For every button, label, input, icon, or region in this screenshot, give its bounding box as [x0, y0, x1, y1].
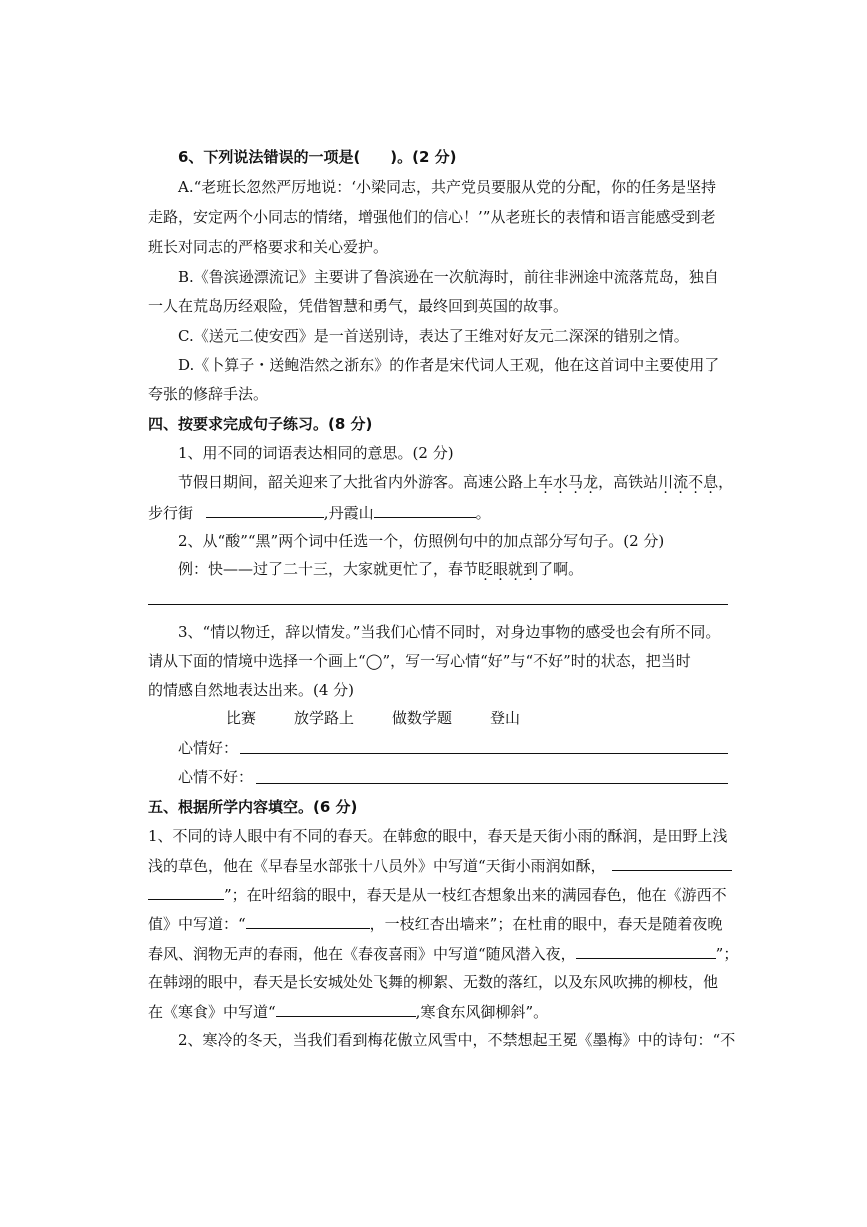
answer-blank-3[interactable] — [246, 913, 370, 929]
s5-p1-line2: 浅的草色，他在《早春呈水部张十八员外》中写道“天街小雨润如酥， — [148, 855, 732, 876]
mood-bad-answer-line[interactable] — [256, 783, 728, 784]
s5-p1-line4: 值》中写道：“ ，一枝红杏出墙来”；在杜甫的眼中，春天是随着夜晚 — [148, 915, 723, 933]
dotted-phrase-2: 川流不息 — [658, 473, 719, 491]
option-a-line2: 走路，安定两个小同志的情绪，增强他们的信心！’”从老班长的表情和语言能感受到老 — [148, 208, 716, 226]
dotted-phrase-1: 车水马龙 — [538, 473, 599, 491]
s5-p1-line5: 春风、润物无声的春雨，他在《春夜喜雨》中写道“随风潜入夜， ”； — [148, 945, 739, 963]
s4-q1-answer-line: 步行街 ,丹霞山 。 — [148, 504, 491, 522]
question-6-title: 6、下列说法错误的一项是( )。(2 分) — [178, 148, 457, 166]
mood-good-label: 心情好： — [178, 739, 239, 757]
answer-blank-5[interactable] — [276, 1001, 416, 1017]
choice-climbing[interactable]: 登山 — [490, 709, 521, 727]
option-b-line1: B.《鲁滨逊漂流记》主要讲了鲁滨逊在一次航海时，前往非洲途中流落荒岛，独自 — [178, 268, 719, 286]
choice-math[interactable]: 做数学题 — [392, 709, 453, 727]
option-d-line1: D.《卜算子・送鲍浩然之浙东》的作者是宋代词人王观，他在这首词中主要使用了 — [178, 356, 720, 374]
option-a-line1: A.“老班长忽然严厉地说：‘小梁同志，共产党员要服从党的分配，你的任务是坚持 — [178, 178, 717, 196]
scenario-choices — [226, 708, 558, 728]
s4-q3-line3: 的情感自然地表达出来。(4 分) — [148, 681, 355, 699]
s4-q1-title: 1、用不同的词语表达相同的意思。(2 分) — [178, 444, 454, 462]
s5-p1-line1: 1、不同的诗人眼中有不同的春天。在韩愈的眼中，春天是天街小雨的酥润，是田野上浅 — [148, 827, 728, 845]
choice-competition[interactable]: 比赛 — [226, 709, 257, 727]
s5-p1-line6: 在韩翊的眼中，春天是长安城处处飞舞的柳絮、无数的落红，以及东风吹拂的柳枝，他 — [148, 973, 719, 991]
option-b-line2: 一人在荒岛历经艰险，凭借智慧和勇气，最终回到英国的故事。 — [148, 297, 569, 315]
s5-p1-line3: ”；在叶绍翁的眼中，春天是从一枝红杏想象出来的满园春色，他在《游西不 — [148, 884, 727, 905]
answer-blank-2[interactable] — [148, 884, 224, 900]
s4-q2-title: 2、从“酸”“黑”两个词中任选一个，仿照例句中的加点部分写句子。(2 分) — [178, 532, 665, 550]
option-c-line1: C.《送元二使安西》是一首送别诗，表达了王维对好友元二深深的错别之情。 — [178, 327, 689, 345]
s4-q1-sentence: 节假日期间，韶关迎来了大批省内外游客。高速公路上车水马龙，高铁站川流不息， — [178, 473, 734, 491]
s4-q3-line2: 请从下面的情境中选择一个画上“◯”，写一写心情“好”与“不好”时的状态，把当时 — [148, 652, 691, 670]
section-4-title: 四、按要求完成句子练习。(8 分) — [148, 415, 373, 433]
s4-q3-line1: 3、“情以物迁，辞以情发。”当我们心情不同时，对身边事物的感受也会有所不同。 — [178, 623, 721, 641]
option-a-line3: 班长对同志的严格要求和关心爱护。 — [148, 238, 389, 256]
mood-bad-label: 心情不好： — [178, 768, 254, 786]
answer-blank-walking-street[interactable] — [206, 502, 324, 518]
answer-blank-1[interactable] — [612, 855, 732, 871]
mood-good-answer-line[interactable] — [240, 753, 728, 754]
answer-line-q2[interactable] — [148, 604, 728, 605]
answer-blank-danxia[interactable] — [374, 502, 476, 518]
choice-after-school[interactable]: 放学路上 — [294, 709, 355, 727]
section-5-title: 五、根据所学内容填空。(6 分) — [148, 798, 358, 816]
s5-p2-line1: 2、寒冷的冬天，当我们看到梅花傲立风雪中，不禁想起王冕《墨梅》中的诗句：“不 — [178, 1031, 736, 1049]
s4-q2-example: 例：快——过了二十三，大家就更忙了，春节眨眼就到了啊。 — [178, 560, 584, 578]
s5-p1-line7: 在《寒食》中写道“ ,寒食东风御柳斜”。 — [148, 1003, 549, 1021]
dotted-phrase-3: 眨眼就到 — [478, 560, 539, 578]
answer-blank-4[interactable] — [576, 943, 716, 959]
option-d-line2: 夸张的修辞手法。 — [148, 385, 269, 403]
